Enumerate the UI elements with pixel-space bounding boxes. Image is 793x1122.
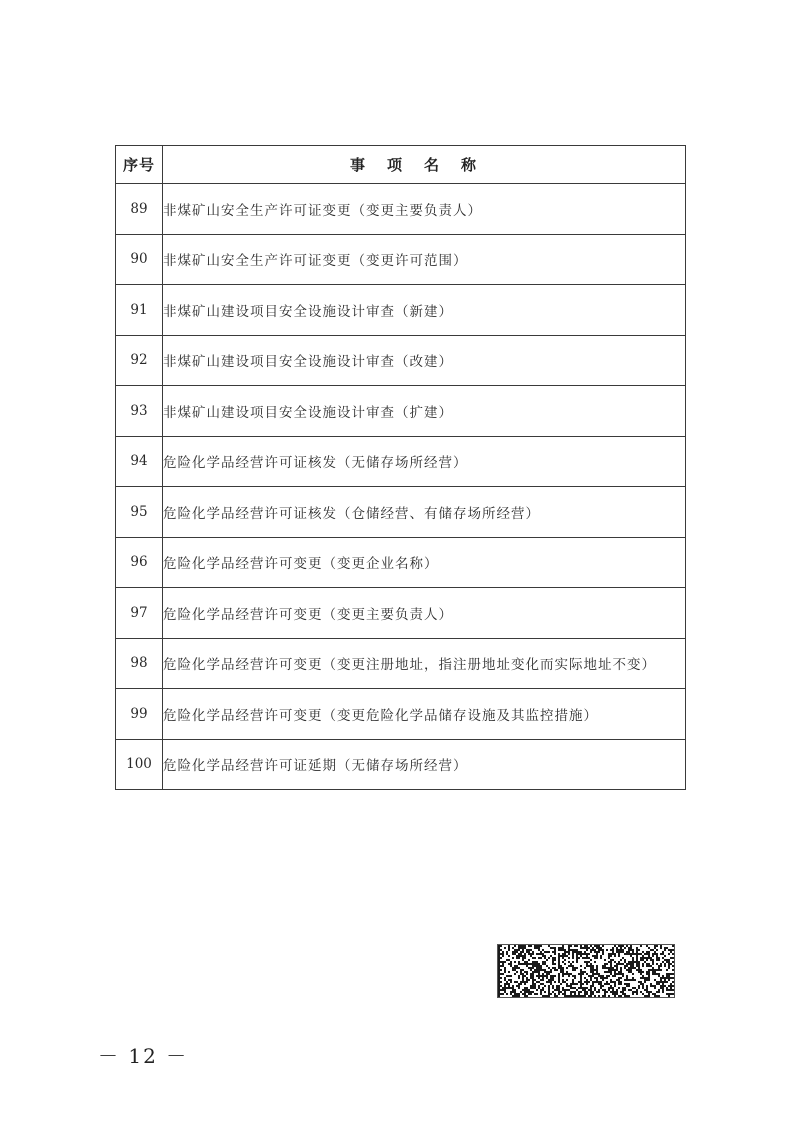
row-number: 91 (116, 285, 163, 336)
barcode-pattern (498, 945, 675, 998)
table-row (116, 285, 686, 336)
row-number: 100 (116, 739, 163, 790)
row-number: 97 (116, 588, 163, 639)
row-number: 95 (116, 487, 163, 538)
header-serial-number: 序号 (116, 146, 163, 184)
table-row (116, 335, 686, 386)
row-number: 99 (116, 689, 163, 740)
row-item-name: 非煤矿山建设项目安全设施设计审查（改建） (163, 335, 686, 386)
table-row (116, 588, 686, 639)
row-number: 94 (116, 436, 163, 487)
row-number: 92 (116, 335, 163, 386)
table-row (116, 487, 686, 538)
items-table (115, 145, 686, 790)
page-number: － 12 － (98, 1044, 189, 1068)
row-number: 90 (116, 234, 163, 285)
row-item-name: 危险化学品经营许可变更（变更注册地址，指注册地址变化而实际地址不变） (163, 638, 686, 689)
row-item-name: 危险化学品经营许可变更（变更企业名称） (163, 537, 686, 588)
row-number: 89 (116, 184, 163, 235)
row-item-name: 非煤矿山建设项目安全设施设计审查（扩建） (163, 386, 686, 437)
table-row (116, 234, 686, 285)
barcode-image (497, 944, 675, 998)
row-number: 96 (116, 537, 163, 588)
row-item-name: 危险化学品经营许可变更（变更主要负责人） (163, 588, 686, 639)
table-header-row (116, 146, 686, 184)
header-item-name: 事项名称 (163, 146, 686, 184)
row-item-name: 危险化学品经营许可证核发（无储存场所经营） (163, 436, 686, 487)
table-row (116, 689, 686, 740)
table-row (116, 386, 686, 437)
row-item-name: 危险化学品经营许可证延期（无储存场所经营） (163, 739, 686, 790)
row-item-name: 非煤矿山建设项目安全设施设计审查（新建） (163, 285, 686, 336)
table-row (116, 184, 686, 235)
row-item-name: 危险化学品经营许可证核发（仓储经营、有储存场所经营） (163, 487, 686, 538)
table-row (116, 436, 686, 487)
row-item-name: 非煤矿山安全生产许可证变更（变更主要负责人） (163, 184, 686, 235)
row-number: 93 (116, 386, 163, 437)
table-row (116, 537, 686, 588)
table-row (116, 638, 686, 689)
row-item-name: 危险化学品经营许可变更（变更危险化学品储存设施及其监控措施） (163, 689, 686, 740)
row-number: 98 (116, 638, 163, 689)
row-item-name: 非煤矿山安全生产许可证变更（变更许可范围） (163, 234, 686, 285)
table-row (116, 739, 686, 790)
